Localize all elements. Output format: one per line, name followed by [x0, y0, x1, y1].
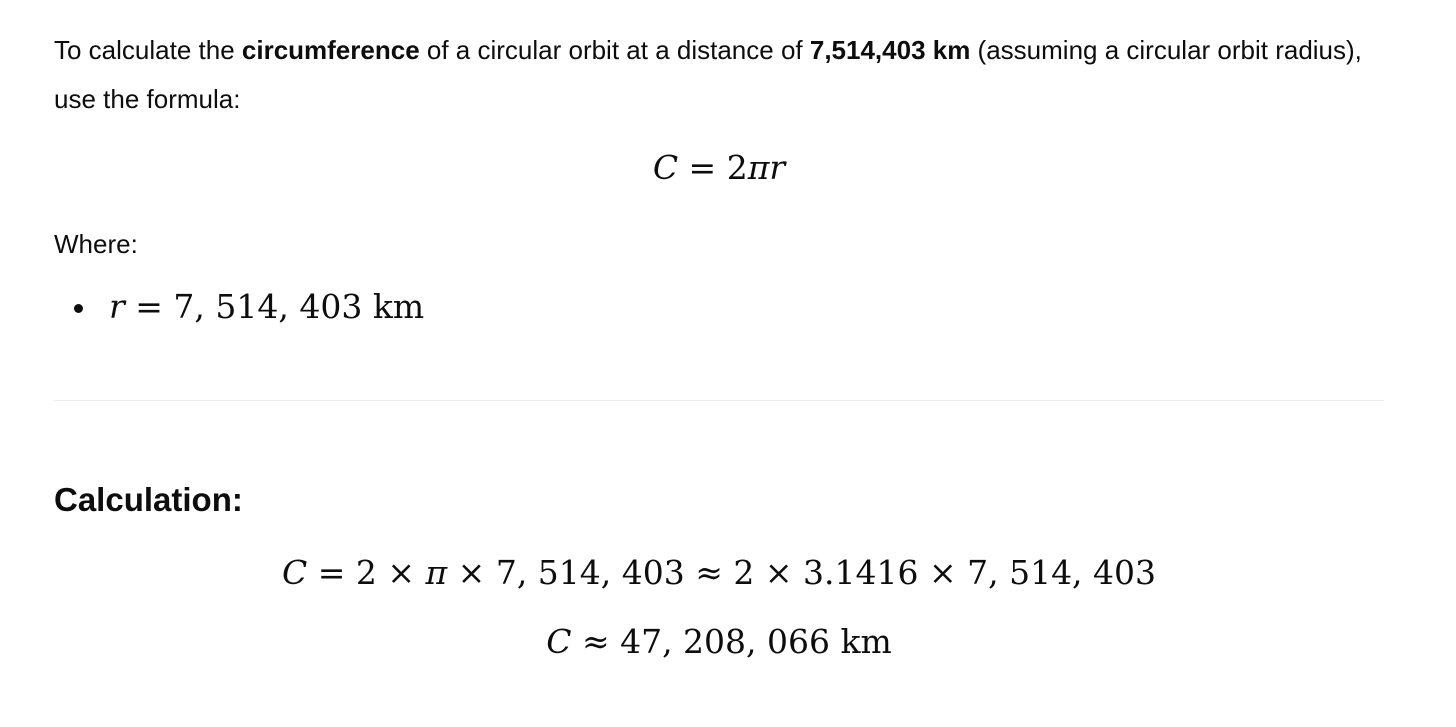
formula-result: [54, 622, 1384, 661]
calc1-part1: = 2 ×: [307, 553, 426, 592]
formula-circumference: [54, 148, 1384, 187]
bullet-var-r: r: [109, 287, 125, 326]
calc1-part2: × 7, 514, 403 ≈ 2 × 3.1416 × 7, 514, 403: [447, 553, 1157, 592]
calculation-heading: Calculation:: [54, 481, 243, 518]
formula-calculation-step: [54, 553, 1384, 592]
formula-rhs: = 2: [678, 148, 748, 187]
intro-text-3: (assuming a circular orbit radius), use the formula:: [54, 35, 1362, 114]
section-divider: [54, 400, 1384, 401]
formula-var-c: C: [652, 148, 679, 187]
intro-paragraph: [54, 26, 1384, 124]
calc1-pi: π: [425, 553, 448, 592]
calc2-var-c: C: [546, 622, 572, 661]
intro-text-2: of a circular orbit at a distance of: [419, 35, 810, 65]
bullet-value: = 7, 514, 403 km: [124, 287, 425, 326]
bullet-dot: [74, 304, 83, 313]
intro-text-1: To calculate the: [54, 35, 242, 65]
where-label: Where:: [54, 229, 138, 259]
formula-pi: π: [747, 148, 770, 187]
formula-var-r: r: [769, 148, 786, 187]
calc1-var-c: C: [281, 553, 308, 592]
intro-bold-distance: 7,514,403 km: [809, 35, 971, 65]
variable-list: [54, 285, 424, 329]
list-item: [54, 285, 424, 329]
intro-bold-circumference: circumference: [241, 35, 420, 65]
calc2-part1: ≈ 47, 208, 066 km: [571, 622, 892, 661]
